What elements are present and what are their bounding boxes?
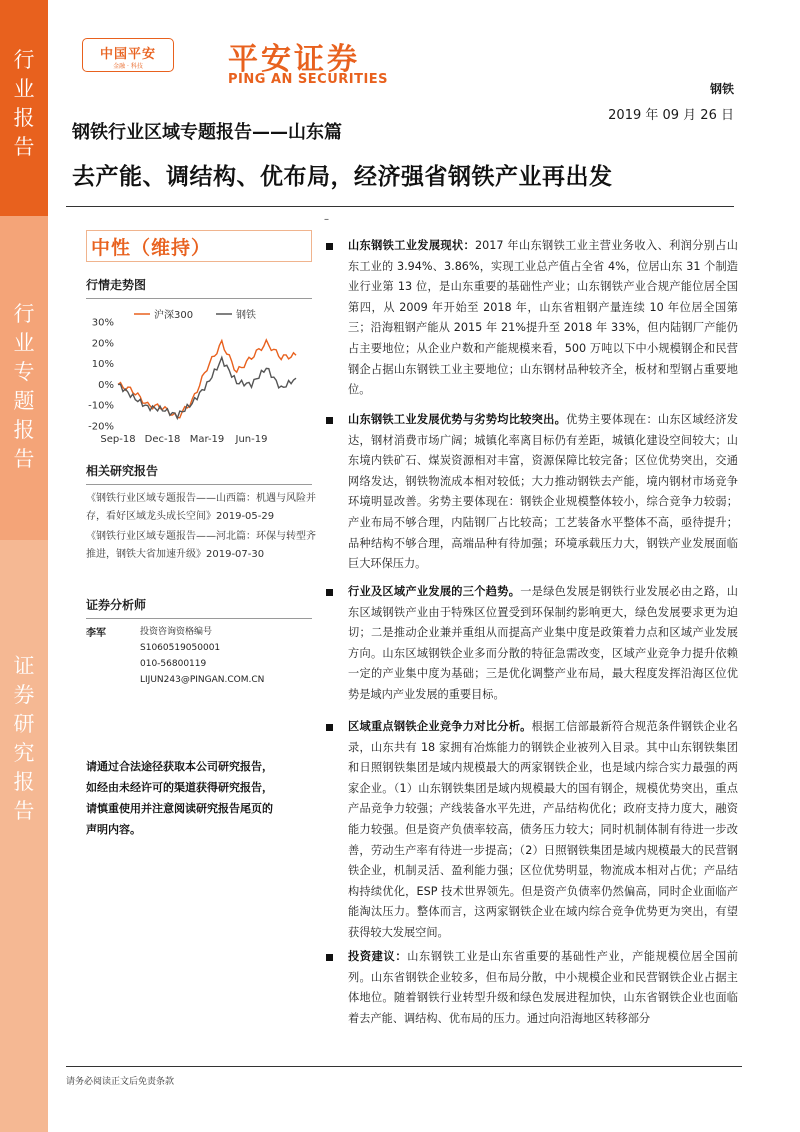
report-date: 2019 年 09 月 26 日 (608, 108, 734, 123)
bullet-trends (326, 582, 738, 717)
header-divider (66, 206, 734, 207)
bullet-strengths-weaknesses (326, 410, 738, 582)
bullet-body: 根据工信部最新符合规范条件钢铁企业名录，山东共有 18 家拥有冶炼能力的钢铁企业被列入目录。其中山东钢铁集团和日照钢铁集团是域内规模最大的两家钢铁企业，也是域内综合实力最强的两家企业。（1）山东钢铁集团是域内规模最大的国有钢企，规模优势突出，重点产品竞争力较强；产线装备水平先进，产品结构优化；政府支持力度大，融资能力较强。但是资产负债率较高，债务压力较大；同时机制体制有待进一步改善，劳动生产率有待进一步提高；（2）日照钢铁集团是域内规模最大的民营钢铁企业，机制灵活、盈利能力强；区位优势明显，物流成本相对占优；产品结构持续优化，ESP 技术世界领先。但是资产负债率仍然偏高，同时企业面临产能淘汰压力。整体而言，这两家钢铁企业在域内综合竞争优势更为突出，有望获得较大发展空间。 (348, 720, 738, 939)
bullet-square-icon (326, 724, 333, 731)
bullet-heading: 投资建议： (348, 950, 408, 963)
legend-label: 沪深300 (154, 310, 194, 321)
report-subtitle: 钢铁行业区域专题报告——山东篇 (72, 122, 342, 143)
y-tick-label: -10% (88, 400, 114, 412)
bullet-body: 一是绿色发展是钢铁行业发展必由之路，山东区域钢铁产业由于特殊区位置受到环保制约影响更大，绿色发展要求更为迫切；二是推动企业兼并重组从而提高产业集中度是政策着力点和区域产业发展方向。山东区域钢铁企业多而分散的特征急需改变，区域产业竞争力提升依赖一定的产业集中度为基础；三是优化调整产业布局，最大程度发挥沿海区位优势是域内产业发展的重要目标。 (348, 585, 738, 701)
brand-name-cn: 平安证券 (228, 42, 360, 77)
price-trend-chart (86, 300, 312, 450)
side-label-industry-report (0, 0, 48, 216)
side-char: 业 (13, 77, 35, 101)
section-trend-heading: 行情走势图 (86, 276, 312, 299)
bullet-investment-advice (326, 947, 738, 1029)
bullet-heading: 行业及区域产业发展的三个趋势。 (348, 585, 521, 598)
side-char: 研 (13, 712, 35, 736)
y-tick-label: 10% (91, 359, 114, 371)
bullet-body: 山东钢铁工业是山东省重要的基础性产业，产能规模位居全国前列。山东省钢铁企业较多，但布局分散，中小规模企业和民营钢铁企业占据主体地位。随着钢铁行业转型升级和绿色发展进程加快，山东省钢铁企业也面临着去产能、调结构、优布局的压力。通过向沿海地区转移部分 (348, 950, 738, 1025)
side-label-topic-report (0, 216, 48, 540)
footer-disclaimer[interactable]: 请务必阅读正文后免责条款 (66, 1077, 175, 1087)
analyst-license-label: 投资咨询资格编号 (140, 627, 213, 637)
bullet-competitiveness (326, 717, 738, 947)
side-char: 券 (13, 683, 35, 707)
legal-notice: 请通过合法途径获取本公司研究报告，如经由未经许可的渠道获得研究报告，请慎重使用并注意阅读研究报告尾页的声明内容。 (86, 760, 273, 836)
logo-text: 中国平安 (99, 47, 156, 62)
industry-label: 钢铁 (709, 82, 734, 96)
analyst-email[interactable]: LIJUN243@PINGAN.COM.CN (140, 675, 265, 685)
bullet-square-icon (326, 954, 333, 961)
x-tick-label: Mar-19 (189, 434, 225, 445)
y-tick-label: 0% (98, 379, 114, 391)
bullet-current-status (326, 236, 738, 410)
side-char: 告 (13, 135, 35, 159)
column-mark: – (324, 214, 329, 225)
ping-an-logo (82, 38, 174, 72)
bullet-heading: 山东钢铁工业发展优势与劣势均比较突出。 (348, 413, 567, 426)
report-title: 去产能、调结构、优布局，经济强省钢铁产业再出发 (72, 164, 613, 190)
side-char: 行 (13, 302, 35, 326)
side-char: 报 (13, 418, 35, 442)
x-tick-label: Dec-18 (144, 434, 181, 445)
summary-bullets (326, 236, 738, 1029)
footer-divider (66, 1066, 742, 1067)
section-analyst-heading: 证券分析师 (86, 596, 312, 619)
side-char: 专 (13, 360, 35, 384)
analyst-phone: 010-56800119 (140, 659, 207, 669)
bullet-body: 2017 年山东钢铁工业主营业务收入、利润分别占山东工业的 3.94%、3.86%，实现工业总产值占全省 4%，位居山东 31 个制造业行业第 13 位，是山东重要的基础性产业；山东钢铁产业合规产能位居全国第四，从 2009 年开始至 2018 年，山东省粗钢产量连续 10 年位居全国第三；沿海粗钢产能从 2015 年 21%提升至 2018 年 33%，但内陆钢厂产能仍占主要地位；从企业户数和产能规模来看，500 万吨以下中小规模钢企和民营钢企占据山东钢铁工业主要地位；山东钢材品种较齐全，板材和型钢占重要地位。 (348, 239, 738, 397)
rating-box: 中性（维持） (86, 230, 312, 262)
series-line-steel (118, 357, 296, 418)
side-char: 报 (13, 106, 35, 130)
brand-name-en: PING AN SECURITIES (228, 72, 389, 87)
related-report-item[interactable]: 《钢铁行业区域专题报告——山西篇：机遇与风险并存，看好区域龙头成长空间》2019-05-29 (86, 493, 316, 522)
bullet-body: 优势主要体现在：山东区域经济发达，钢材消费市场广阔；城镇化率离目标仍有差距，城镇化建设空间较大；山东境内铁矿石、煤炭资源相对丰富，资源保障比较完备；区位优势突出，交通网络发达，钢铁物流成本相对较低；大力推动钢铁去产能，境内钢材市场竞争环境明显改善。劣势主要体现在：钢铁企业规模整体较小，综合竞争力较弱；产业布局不够合理，内陆钢厂占比较高；工艺装备水平整体不高，亟待提升；品种结构不够合理，高端品种有待加强；环境承载压力大，钢铁产业发展面临巨大环保压力。 (348, 413, 738, 571)
side-char: 行 (13, 48, 35, 72)
chart-svg (86, 300, 312, 450)
side-char: 告 (13, 447, 35, 471)
bullet-square-icon (326, 243, 333, 250)
bullet-heading: 区域重点钢铁企业竞争力对比分析。 (348, 720, 532, 733)
analyst-name: 李军 (86, 628, 106, 639)
x-tick-label: Jun-19 (235, 434, 268, 445)
side-char: 报 (13, 770, 35, 794)
bullet-square-icon (326, 417, 333, 424)
side-char: 告 (13, 799, 35, 823)
legend-label: 钢铁 (236, 310, 256, 321)
side-char: 究 (13, 741, 35, 765)
logo-subtext: 金融 · 科技 (113, 63, 143, 70)
related-report-item[interactable]: 《钢铁行业区域专题报告——河北篇：环保与转型齐推进，钢铁大省加速升级》2019-07-30 (86, 531, 316, 560)
related-reports-list (86, 490, 316, 566)
analyst-info (140, 624, 264, 688)
analyst-license-number: S1060519050001 (140, 643, 221, 653)
bullet-square-icon (326, 589, 333, 596)
y-tick-label: 20% (91, 338, 114, 350)
section-related-heading: 相关研究报告 (86, 462, 312, 485)
side-char: 题 (13, 389, 35, 413)
side-char: 证 (13, 654, 35, 678)
side-band (0, 0, 48, 1132)
y-tick-label: -20% (88, 421, 114, 433)
side-label-research-report (0, 540, 48, 1132)
bullet-heading: 山东钢铁工业发展现状： (348, 239, 476, 252)
side-char: 业 (13, 331, 35, 355)
y-tick-label: 30% (91, 317, 114, 329)
x-tick-label: Sep-18 (100, 434, 136, 445)
